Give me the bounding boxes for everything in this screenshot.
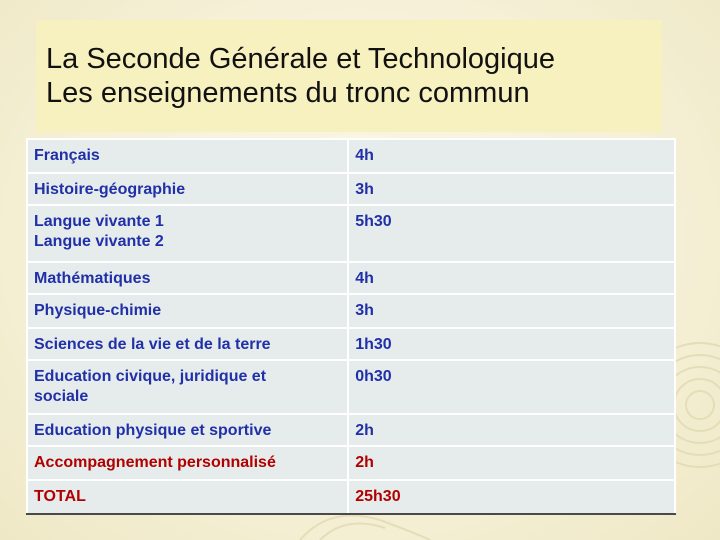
hours-cell: 1h30 xyxy=(348,328,675,360)
table-row xyxy=(27,480,675,514)
subject-label: Sciences de la vie et de la terre xyxy=(34,336,271,353)
subject-label: Langue vivante 2 xyxy=(34,233,164,250)
subject-label: TOTAL xyxy=(34,488,86,505)
subject-cell xyxy=(27,328,348,360)
subject-label: Education physique et sportive xyxy=(34,422,272,439)
table-row xyxy=(27,262,675,294)
table-row xyxy=(27,294,675,328)
hours-cell: 3h xyxy=(348,173,675,205)
hours-cell: 4h xyxy=(348,139,675,173)
table-row xyxy=(27,328,675,360)
subject-cell xyxy=(27,262,348,294)
subject-label: Mathématiques xyxy=(34,270,151,287)
subject-cell xyxy=(27,446,348,480)
hours-cell: 2h xyxy=(348,414,675,446)
table-row xyxy=(27,205,675,262)
subjects-table xyxy=(26,138,676,515)
subject-label: Histoire-géographie xyxy=(34,181,186,198)
subject-label: Français xyxy=(34,147,100,164)
subject-label: sociale xyxy=(34,388,89,405)
table-row xyxy=(27,446,675,480)
page-title-line-2: Les enseignements du tronc commun xyxy=(46,77,530,109)
subject-label: Accompagnement personnalisé xyxy=(34,454,276,471)
subject-cell xyxy=(27,360,348,414)
table-row xyxy=(27,360,675,414)
hours-cell: 2h xyxy=(348,446,675,480)
table-row xyxy=(27,173,675,205)
hours-cell: 3h xyxy=(348,294,675,328)
subject-label: Education civique, juridique et xyxy=(34,368,267,385)
subject-cell xyxy=(27,294,348,328)
subject-cell xyxy=(27,205,348,262)
subject-cell xyxy=(27,173,348,205)
hours-cell: 4h xyxy=(348,262,675,294)
hours-cell: 5h30 xyxy=(348,205,675,262)
hours-cell: 0h30 xyxy=(348,360,675,414)
title-box xyxy=(36,20,662,132)
hours-cell: 25h30 xyxy=(348,480,675,514)
table-row xyxy=(27,414,675,446)
table-row xyxy=(27,139,675,173)
subject-cell xyxy=(27,414,348,446)
subject-cell xyxy=(27,139,348,173)
subject-label: Langue vivante 1 xyxy=(34,213,164,230)
subject-label: Physique-chimie xyxy=(34,302,162,319)
page-title-line-1: La Seconde Générale et Technologique xyxy=(46,43,555,75)
subject-cell xyxy=(27,480,348,514)
